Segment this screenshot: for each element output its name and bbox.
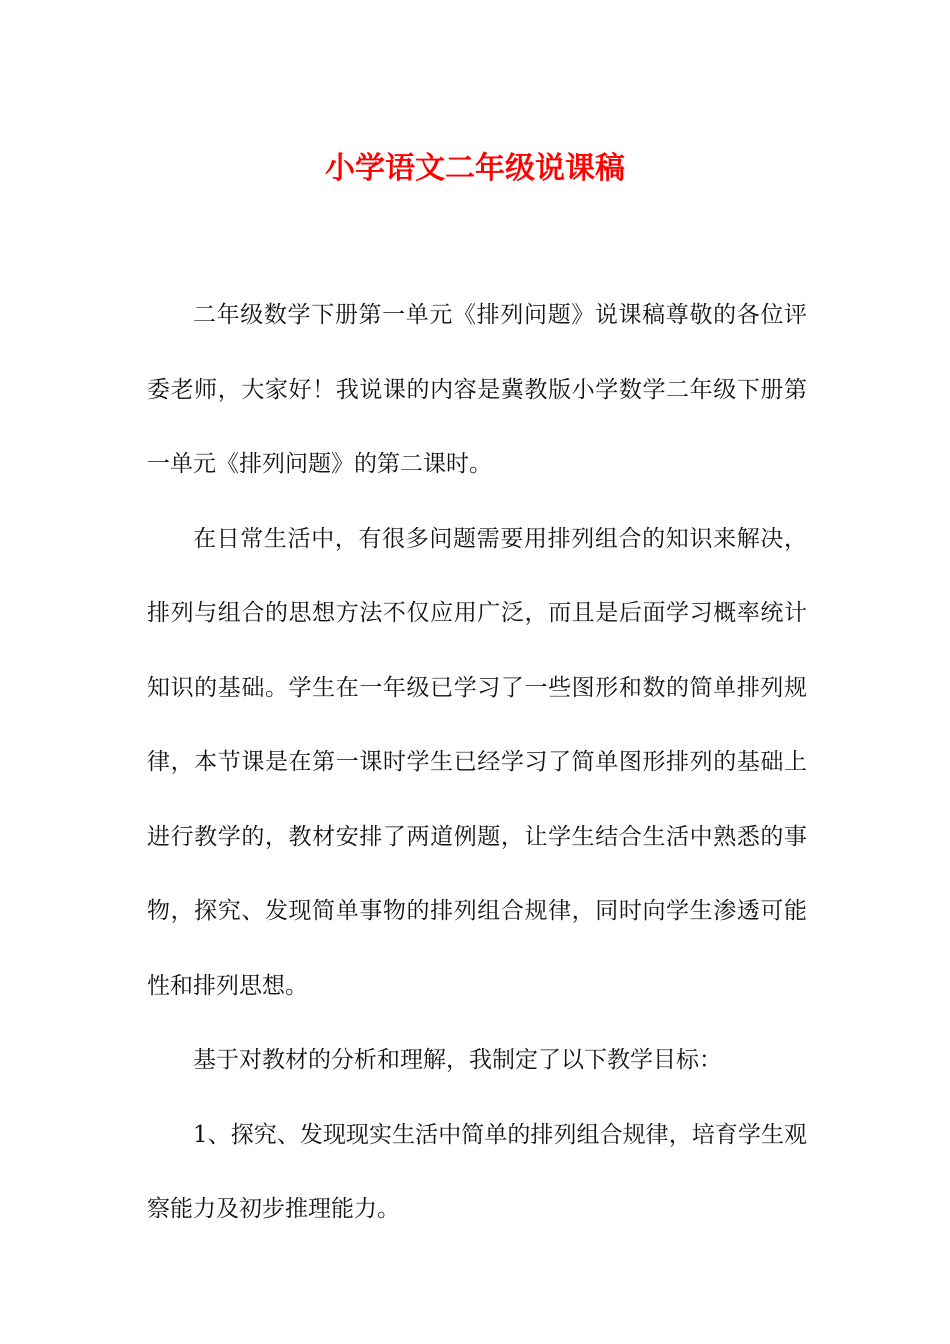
paragraph-objective-1: 1、探究、发现现实生活中简单的排列组合规律，培育学生观察能力及初步推理能力。 [147, 1121, 807, 1222]
paragraph-objectives-intro: 基于对教材的分析和理解，我制定了以下教学目标： [193, 1047, 722, 1073]
paragraph-textbook-analysis: 在日常生活中，有很多问题需要用排列组合的知识来解决，排列与组合的思想方法不仅应用广泛，而且是后面学习概率统计知识的基础。学生在一年级已学习了一些图形和数的简单排列规律，本节课是在第一课时学生已经学习了简单图形排列的基础上进行教学的，教材安排了两道例题，让学生结合生活中熟悉的事物，探究、发现简单事物的排列组合规律，同时向学生渗透可能性和排列思想。 [147, 525, 807, 999]
paragraph-intro: 二年级数学下册第一单元《排列问题》说课稿尊敬的各位评委老师，大家好！我说课的内容是冀教版小学数学二年级下册第一单元《排列问题》的第二课时。 [147, 302, 807, 477]
document-title: 小学语文二年级说课稿 [325, 151, 625, 186]
document-body [147, 278, 807, 1247]
